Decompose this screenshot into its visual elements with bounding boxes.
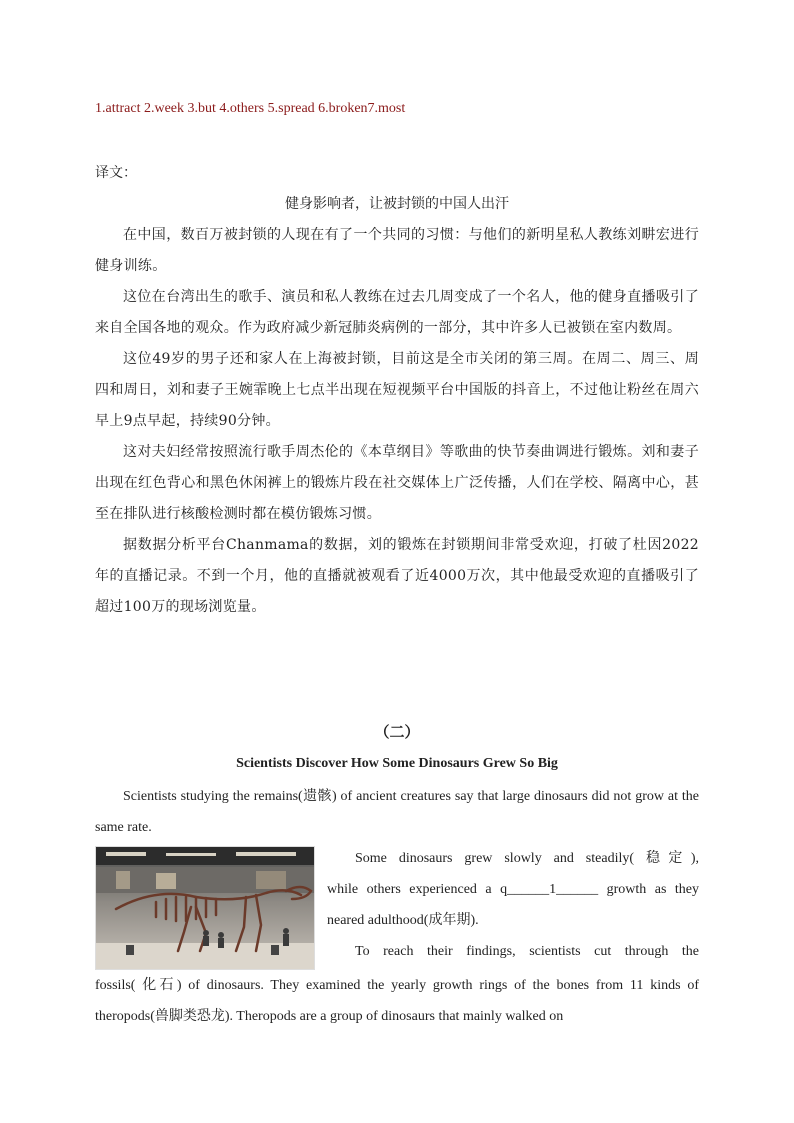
article-body [95,781,699,1032]
section-number: （二） [374,725,420,741]
translation-title: 健身影响者，让被封锁的中国人出汗 [285,196,509,212]
translation-paragraph: 这对夫妇经常按照流行歌手周杰伦的《本草纲目》等歌曲的快节奏曲调进行锻炼。刘和妻子出现在红色背心和黑色休闲裤上的锻炼片段在社交媒体上广泛传播，人们在学校、隔离中心，甚至在排队进行核酸检测时都在模仿锻炼习惯。 [95,444,699,522]
article-paragraph-line: Some dinosaurs grew slowly and steadily( 稳定), [355,851,699,866]
translation-label: 译文： [95,165,137,181]
dinosaur-skeleton-photo [95,846,315,970]
translation-paragraph: 这位在台湾出生的歌手、演员和私人教练在过去几周变成了一个名人，他的健身直播吸引了来自全国各地的观众。作为政府减少新冠肺炎病例的一部分，其中许多人已被锁在室内数周。 [95,289,699,336]
article-paragraph-line: To reach their findings, scientists cut through the [355,944,699,959]
answer-key: 1.attract 2.week 3.but 4.others 5.spread 6.broken7.most [95,101,406,116]
article-paragraph-line: while others experienced a q______1______ growth as they [327,882,699,897]
article-paragraph: Scientists studying the remains(遗骸) of ancient creatures say that large dinosaurs did not grow at the same rate. [95,789,699,835]
translation-body [95,220,699,623]
article-title: Scientists Discover How Some Dinosaurs Grew So Big [236,756,558,771]
translation-paragraph: 这位49岁的男子还和家人在上海被封锁，目前这是全市关闭的第三周。在周二、周三、周四和周日，刘和妻子王婉霏晚上七点半出现在短视频平台中国版的抖音上，不过他让粉丝在周六早上9点早起，持续90分钟。 [95,351,699,429]
translation-paragraph: 据数据分析平台Chanmama的数据，刘的锻炼在封锁期间非常受欢迎，打破了杜因2022年的直播记录。不到一个月，他的直播就被观看了近4000万次，其中他最受欢迎的直播吸引了超过100万的现场浏览量。 [95,537,699,615]
article-paragraph: fossils( 化石) of dinosaurs. They examined the yearly growth rings of the bones from 11 kinds of theropods(兽脚类恐龙). Theropods are a group of dinosaurs that mainly walked on [95,978,699,1024]
translation-paragraph: 在中国，数百万被封锁的人现在有了一个共同的习惯：与他们的新明星私人教练刘畊宏进行健身训练。 [95,227,699,274]
article-paragraph-line: neared adulthood(成年期). [327,913,479,928]
